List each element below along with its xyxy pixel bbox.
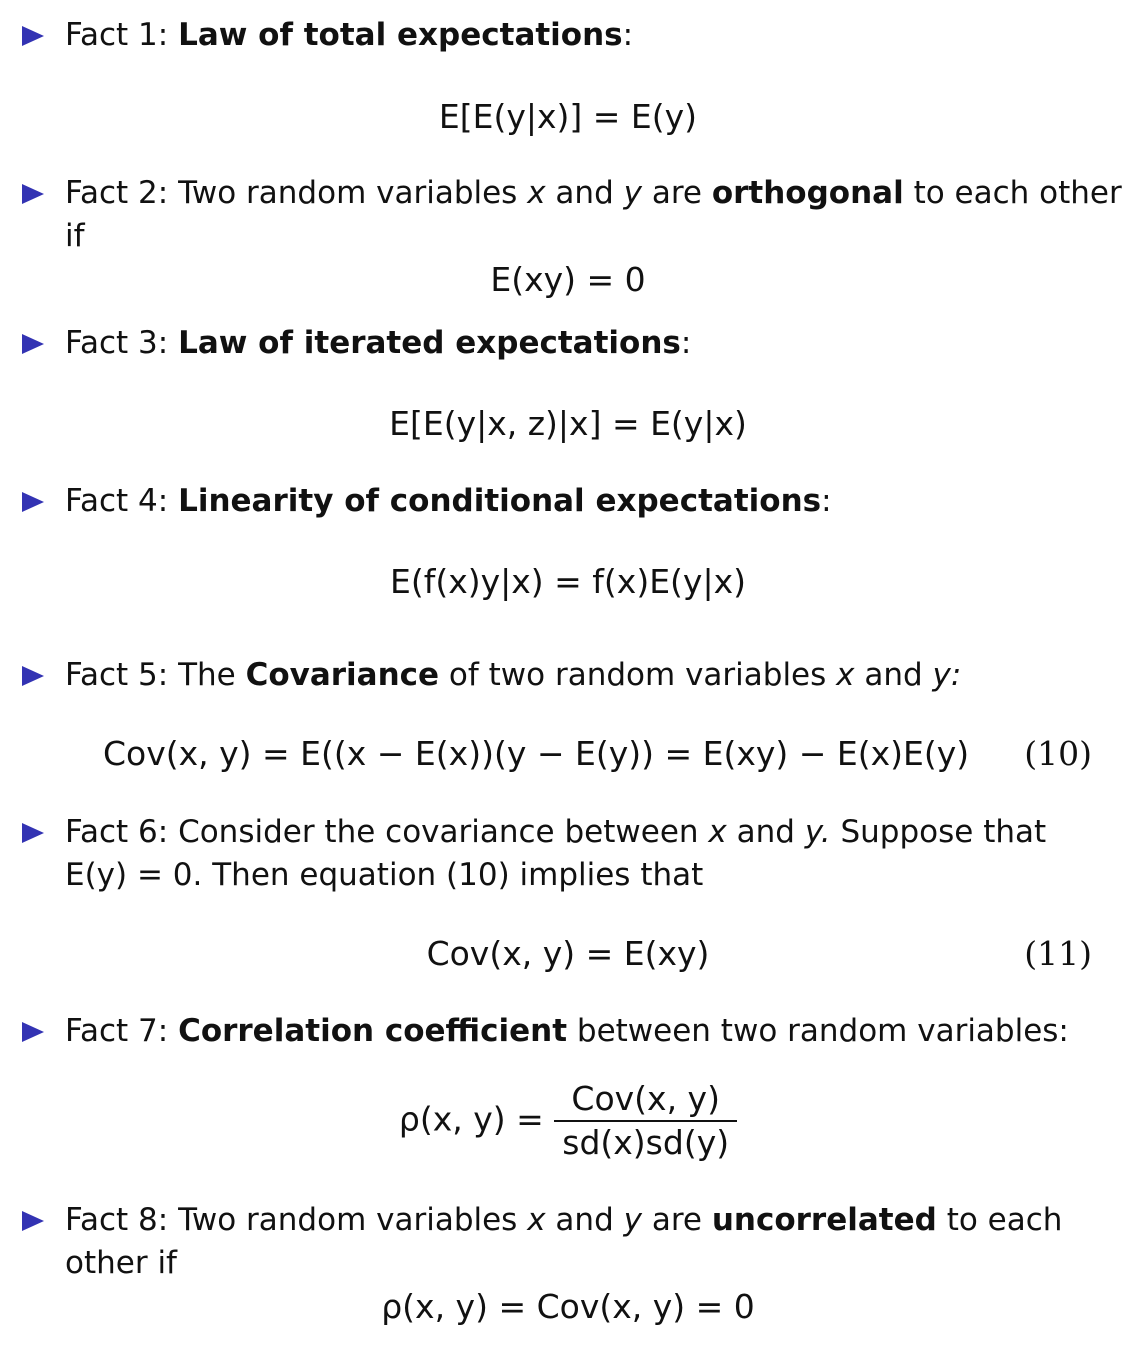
colon: : [622, 17, 634, 53]
fact-text: if [65, 218, 85, 254]
var-y: y. [804, 814, 831, 850]
fact-text: Two random variables [178, 175, 518, 211]
fact-text: and [555, 175, 614, 211]
var-x: x [836, 657, 855, 693]
fact-text: The [178, 657, 236, 693]
fact-text: are [651, 1202, 702, 1238]
equation-covariance-zero-mean: Cov(x, y) = E(xy) [426, 934, 710, 973]
bullet-triangle-icon [22, 334, 44, 354]
equation-number-10: (10) [1024, 734, 1092, 773]
fact-label: Fact 8: [65, 1202, 169, 1238]
equation-covariance: Cov(x, y) = E((x − E(x))(y − E(y)) = E(xy) − E(x)E(y) [103, 734, 970, 773]
bullet-triangle-icon [22, 1022, 44, 1042]
inline-math: E(y) = 0. [65, 857, 203, 893]
fraction [554, 1078, 737, 1164]
fact-text: are [651, 175, 702, 211]
var-y: y: [932, 657, 962, 693]
fact-4-text [65, 480, 832, 523]
equation-orthogonal: E(xy) = 0 [490, 260, 646, 299]
fact-text: between two random variables: [576, 1013, 1069, 1049]
var-y: y [623, 175, 642, 211]
equation-correlation [0, 1078, 1136, 1164]
bullet-triangle-icon [22, 666, 44, 686]
fact-text: and [555, 1202, 614, 1238]
fact-label: Fact 3: [65, 325, 169, 361]
fact-3-text [65, 322, 691, 365]
fact-text: and [736, 814, 795, 850]
fact-text: Consider the covariance between [178, 814, 699, 850]
var-y: y [623, 1202, 642, 1238]
fact-5-text [65, 654, 961, 697]
fact-heading: Correlation coefficient [178, 1013, 568, 1049]
fact-label: Fact 7: [65, 1013, 169, 1049]
colon: : [680, 325, 692, 361]
fact-heading: Law of iterated expectations [178, 325, 681, 361]
fact-label: Fact 2: [65, 175, 169, 211]
fact-text: and [864, 657, 923, 693]
fact-heading: Covariance [245, 657, 440, 693]
colon: : [821, 483, 832, 519]
equation-iterated-expectation: E[E(y|x, z)|x] = E(y|x) [389, 404, 747, 443]
fact-heading: Linearity of conditional expectations [178, 483, 822, 519]
fraction-denominator: sd(x)sd(y) [562, 1123, 730, 1162]
bullet-triangle-icon [22, 26, 44, 46]
var-x: x [527, 175, 546, 211]
fact-label: Fact 4: [65, 483, 169, 519]
fact-heading: Law of total expectations [178, 17, 623, 53]
bullet-triangle-icon [22, 823, 44, 843]
fact-text: Then equation (10) implies that [212, 857, 704, 893]
fact-label: Fact 6: [65, 814, 169, 850]
fact-text: Two random variables [178, 1202, 518, 1238]
fact-text: to each [946, 1202, 1063, 1238]
fact-text: of two random variables [448, 657, 827, 693]
fact-6-text [65, 811, 1046, 897]
fact-2-text [65, 172, 1122, 258]
bullet-triangle-icon [22, 1211, 44, 1231]
equation-lhs: ρ(x, y) = [398, 1099, 544, 1139]
fact-label: Fact 1: [65, 17, 169, 53]
var-x: x [527, 1202, 546, 1238]
bullet-triangle-icon [22, 492, 44, 512]
equation-number-11: (11) [1024, 934, 1092, 973]
var-x: x [708, 814, 727, 850]
fact-text: to each other [913, 175, 1122, 211]
fraction-numerator: Cov(x, y) [554, 1078, 737, 1122]
bullet-triangle-icon [22, 184, 44, 204]
fact-heading: uncorrelated [711, 1202, 937, 1238]
fact-label: Fact 5: [65, 657, 169, 693]
fact-8-text [65, 1199, 1062, 1285]
fact-7-text [65, 1010, 1069, 1053]
fact-text: Suppose that [840, 814, 1047, 850]
fact-text: other if [65, 1245, 177, 1281]
equation-uncorrelated: ρ(x, y) = Cov(x, y) = 0 [381, 1287, 755, 1326]
equation-total-expectation: E[E(y|x)] = E(y) [438, 97, 698, 136]
fact-1-text [65, 14, 633, 57]
equation-linearity: E(f(x)y|x) = f(x)E(y|x) [390, 562, 746, 601]
fact-heading: orthogonal [711, 175, 904, 211]
